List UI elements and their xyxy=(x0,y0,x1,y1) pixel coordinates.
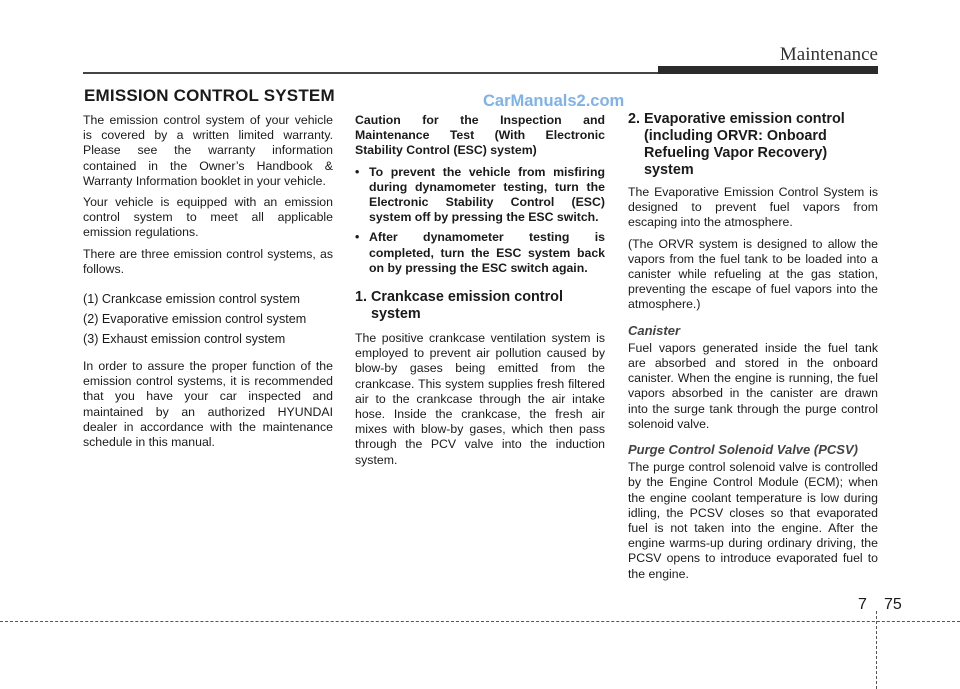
bullet-icon: • xyxy=(355,230,360,245)
paragraph: There are three emission control systems, as follows. xyxy=(83,246,333,276)
heading-number: 2. xyxy=(628,111,641,127)
header-rule-bar xyxy=(658,66,878,74)
column-middle xyxy=(355,113,605,474)
paragraph: Fuel vapors generated inside the fuel tank are absorbed and stored in the onboard canister. When the engine is running, the fuel vapors absorbed in the canister are drawn into the surge tank through the purge control solenoid valve. xyxy=(628,340,878,431)
list-item: (2) Evaporative emission control system xyxy=(83,312,307,327)
column-left xyxy=(83,113,333,456)
subsection-heading xyxy=(355,289,605,323)
page-number: 75 xyxy=(884,596,902,613)
paragraph: Your vehicle is equipped with an emission control system to meet all applicable emission regulations. xyxy=(83,195,333,240)
bullet-text: To prevent the vehicle from misfiring during dynamometer testing, turn the Electronic Stability Control (ESC) system off by pressing the ESC switch. xyxy=(369,164,605,225)
subsection-heading xyxy=(628,111,878,179)
heading-text: Crankcase emission control system xyxy=(371,289,563,323)
pcsv-heading: Purge Control Solenoid Valve (PCSV) xyxy=(628,442,858,458)
heading-number: 1. xyxy=(355,289,368,306)
section-title: EMISSION CONTROL SYSTEM xyxy=(84,86,335,105)
chapter-number: 7 xyxy=(858,596,867,613)
footer-rule xyxy=(0,621,960,622)
bullet-text: After dynamometer testing is completed, turn the ESC system back on by pressing the ESC switch again. xyxy=(369,230,605,275)
bullet-icon: • xyxy=(355,164,360,179)
paragraph: The purge control solenoid valve is controlled by the Engine Control Module (ECM); when the engine coolant temperature is low during idling, the PCSV closes so that evaporated fuel is not taken into the engine. After the engine warms-up during ordinary driving, the PCSV opens to introduce evaporated fuel to the engine. xyxy=(628,460,878,581)
paragraph: The Evaporative Emission Control System is designed to prevent fuel vapors from escaping into the atmosphere. xyxy=(628,185,878,230)
paragraph: In order to assure the proper function of the emission control systems, it is recommended that you have your car inspected and maintained by an authorized HYUNDAI dealer in accordance with the maintenance schedule in this manual. xyxy=(83,359,333,450)
paragraph: (The ORVR system is designed to allow the vapors from the fuel tank to be loaded into a canister while refueling at the gas station, preventing the escape of fuel vapors into the atmosphere.) xyxy=(628,236,878,312)
canister-heading: Canister xyxy=(628,322,681,338)
list-item: (1) Crankcase emission control system xyxy=(83,292,300,307)
list-item: (3) Exhaust emission control system xyxy=(83,332,286,347)
watermark: CarManuals2.com xyxy=(483,92,625,110)
bullet-item xyxy=(355,230,605,276)
page-number-divider xyxy=(876,611,877,689)
caution-title: Caution for the Inspection and Maintenance Test (With Electronic Stability Control (ESC) system) xyxy=(355,113,605,158)
paragraph: The positive crankcase ventilation system is employed to prevent air pollution caused by blow-by gases being emitted from the crankcase. This system supplies fresh filtered air to the crankcase through the air intake hose. Inside the crankcase, the fresh air mixes with blow-by gases, which then pass through the PCV valve into the induction system. xyxy=(355,331,605,467)
header-rule xyxy=(83,72,658,74)
heading-text: Evaporative emission control (including ORVR: Onboard Refueling Vapor Recovery) system xyxy=(644,111,845,178)
running-header: Maintenance xyxy=(779,44,878,65)
column-right xyxy=(628,113,878,588)
bullet-item xyxy=(355,165,605,226)
paragraph: The emission control system of your vehicle is covered by a written limited warranty. Please see the warranty information contained in the Owner’s Handbook & Warranty Information booklet in your vehicle. xyxy=(83,113,333,188)
